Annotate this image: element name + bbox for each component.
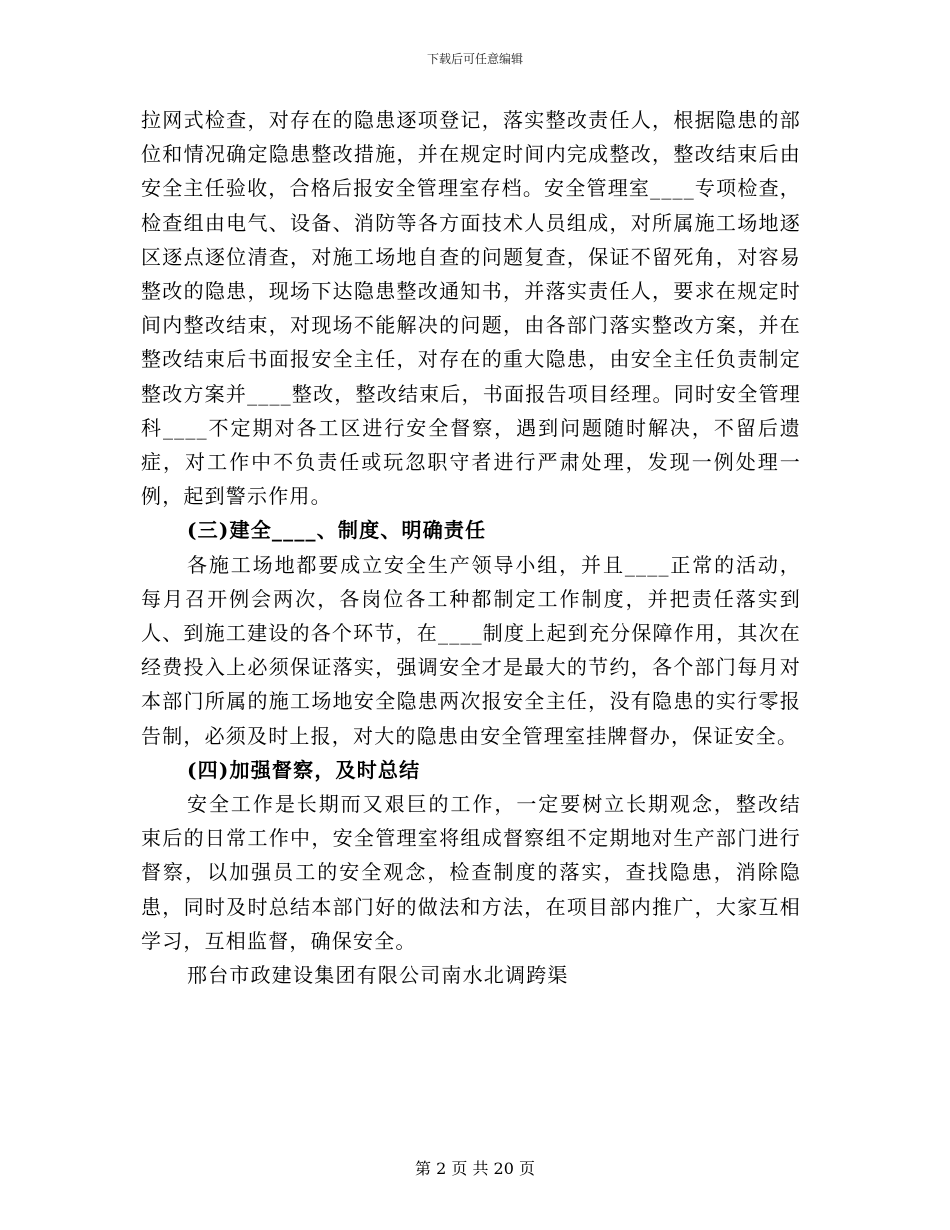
section-heading-4: (四)加强督察，及时总结 bbox=[187, 757, 421, 782]
document-body bbox=[141, 103, 801, 992]
paragraph-supervision: 安全工作是长期而又艰巨的工作，一定要树立长期观念，整改结束后的日常工作中，安全管理室将组成督察组不定期地对生产部门进行督察，以加强员工的安全观念，检查制度的落实，查找隐患，消除隐患，同时及时总结本部门好的做法和方法，在项目部内推广，大家互相学习，互相监督，确保安全。 bbox=[141, 792, 801, 953]
page-number: 第 2 页 共 20 页 bbox=[415, 1159, 535, 1178]
paragraph-inspection: 拉网式检查，对存在的隐患逐项登记，落实整改责任人，根据隐患的部位和情况确定隐患整改措施，并在规定时间内完成整改，整改结束后由安全主任验收，合格后报安全管理室存档。安全管理室____专项检查，检查组由电气、设备、消防等各方面技术人员组成，对所属施工场地逐区逐点逐位清查，对施工场地自查的问题复查，保证不留死角，对容易整改的隐患，现场下达隐患整改通知书，并落实责任人，要求在规定时间内整改结束，对现场不能解决的问题，由各部门落实整改方案，并在整改结束后书面报安全主任，对存在的重大隐患，由安全主任负责制定整改方案并____整改，整改结束后，书面报告项目经理。同时安全管理科____不定期对各工区进行安全督察，遇到问题随时解决，不留后遗症，对工作中不负责任或玩忽职守者进行严肃处理，发现一例处理一例，起到警示作用。 bbox=[141, 108, 801, 509]
page-header: 下载后可任意编辑 bbox=[426, 52, 523, 66]
section-heading-3: (三)建全____、制度、明确责任 bbox=[187, 518, 487, 543]
paragraph-organization: 各施工场地都要成立安全生产领导小组，并且____正常的活动，每月召开例会两次，各岗位各工种都制定工作制度，并把责任落实到人、到施工建设的各个环节，在____制度上起到充分保障作用，其次在经费投入上必须保证落实，强调安全才是最大的节约，各个部门每月对本部门所属的施工场地安全隐患两次报安全主任，没有隐患的实行零报告制，必须及时上报，对大的隐患由安全管理室挂牌督办，保证安全。 bbox=[141, 552, 801, 748]
signature-line: 邢台市政建设集团有限公司南水北调跨渠 bbox=[187, 963, 569, 988]
